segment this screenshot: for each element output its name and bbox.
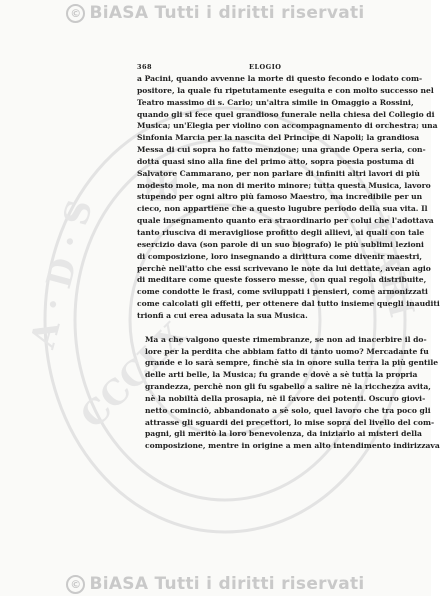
text-line: cieco, non appartiene che a questo lugubre periodo della sua vita. Il xyxy=(137,204,428,214)
copyright-icon: © xyxy=(66,575,85,594)
text-line: quale insegnamento quanto era straordinario per colui che l'adottava xyxy=(137,216,434,226)
text-line: Teatro massimo di s. Carlo; un'altra simile in Omaggio a Rossini, xyxy=(137,97,414,107)
text-line: Salvatore Cammarano, per non parlare di infiniti altri lavori di più xyxy=(137,168,420,178)
svg-text:A · D · S: A · D · S xyxy=(23,195,101,353)
body-text xyxy=(137,73,440,452)
text-line: netto cominciò, abbandonato a sè solo, quel lavoro che tra poco gli xyxy=(145,405,431,415)
text-line: trionfi a cui erea adusata la sua Musica. xyxy=(137,310,308,320)
text-line: a Pacini, quando avvenne la morte di questo fecondo e lodato com- xyxy=(137,74,423,83)
watermark-top: © BiASA Tutti i diritti riservati xyxy=(0,3,431,23)
text-line: grande e lo sarà sempre, finchè sia in onore sulla terra la più gentile xyxy=(145,358,439,368)
text-line: pagni, gli meritò la loro benevolenza, da iniziarlo ai misteri della xyxy=(145,429,422,439)
text-line: stupendo per ogni altro più famoso Maestro, ma incredibile per un xyxy=(137,192,423,202)
text-line: esercizio dava (son parole di un suo biografo) le più sublimi lezioni xyxy=(137,239,424,249)
text-line: composizione, mentre in origine a men alto intendimento indirizzava xyxy=(145,441,440,451)
paragraph-2 xyxy=(137,334,440,452)
copyright-icon: © xyxy=(66,4,85,23)
svg-text:✠: ✠ xyxy=(145,163,179,210)
text-line: grandezza, perchè non gli fu sgabello a salire nè la ricchezza avita, xyxy=(145,382,431,392)
text-line: modesto mole, ma non di merito minore; tutta questa Musica, lavoro xyxy=(137,180,431,190)
text-line: tanto riusciva di meravigliose profitto degli allievi, ai quali con tale xyxy=(137,227,425,237)
text-line: di composizione, loro insegnando a dirittura come divenir maestri, xyxy=(137,251,422,261)
text-line: positore, la quale fu ripetutamente eseguita e con molto successo nel xyxy=(137,85,434,95)
svg-text:HARI: HARI xyxy=(356,211,422,322)
text-line: dotta quasi sino alla fine del primo atto, sopra poesia postuma di xyxy=(137,156,415,166)
text-line: quando gli si fece quel grandioso funerale nella chiesa del Collegio di xyxy=(137,109,435,119)
text-line: Ma a che valgono queste rimembranze, se non ad inacerbire il do- xyxy=(145,334,427,344)
text-line: Sinfonia Marcia per la nascita del Principe di Napoli; la grandiosa xyxy=(137,133,420,143)
paragraph-1 xyxy=(137,73,440,322)
running-title: ELOGIO xyxy=(249,63,282,71)
text-line: come calcolati gli effetti, per ottenere dal tutto insieme quegli inauditi xyxy=(137,299,440,309)
text-line: attrasse gli sguardi dei precettori, lo mise sopra del livello del com- xyxy=(145,417,435,427)
page-number: 368 xyxy=(137,63,153,71)
text-line: lore per la perdita che abbiam fatto di tanto uomo? Mercadante fu xyxy=(145,346,429,356)
text-line: perchè nell'atto che essi scrivevano le note da lui dettate, avean agio xyxy=(137,263,431,273)
text-line: Musica; un'Elegia per violino con accompagnamento di orchestra; una xyxy=(137,121,438,131)
svg-text:CCCLX: CCCLX xyxy=(73,315,195,437)
text-line: di meditare come queste fossero messe, con qual regola distribuite, xyxy=(137,275,427,285)
text-line: Messa di cui sopra ho fatto menzione; una grande Opera seria, con- xyxy=(137,145,426,155)
watermark-bottom: © BiASA Tutti i diritti riservati xyxy=(0,574,431,594)
text-line: nè la nobiltà della prosapia, nè il favore dei potenti. Oscuro giovi- xyxy=(145,393,426,403)
text-line: come condotte le frasi, come sviluppati i pensieri, come armonizzati xyxy=(137,287,428,297)
text-line: delle arti belle, la Musica; fu grande e dovè a sè tutta la propria xyxy=(145,370,418,380)
